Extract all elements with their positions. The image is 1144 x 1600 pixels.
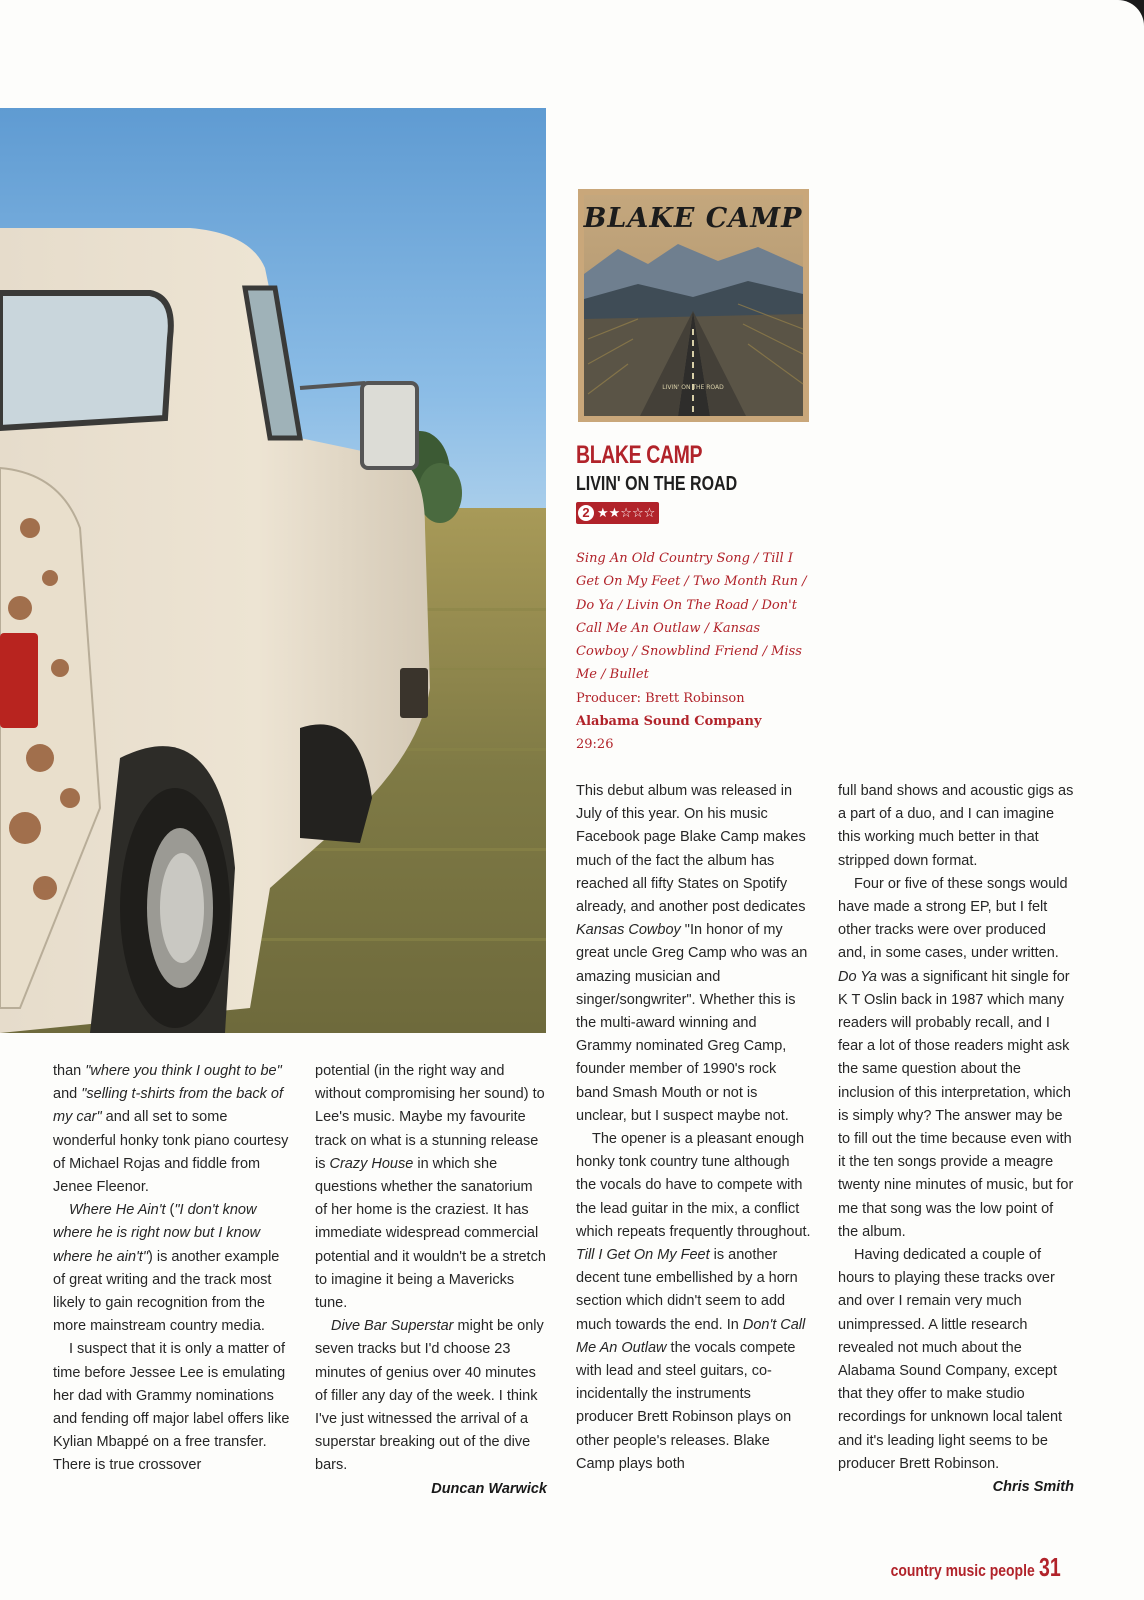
magazine-name: country music people <box>891 1561 1036 1580</box>
paragraph: than "where you think I ought to be" and "selling t-shirts from the back of my car" and all set to some wonderful honky tonk piano courtesy of Michael Rojas and fiddle from Jenee Fleenor. <box>53 1063 289 1196</box>
paragraph: The opener is a pleasant enough honky tonk country tune although the vocals do have to compete with the lead guitar in the mix, a conflict which repeats frequently throughout. Till I Get On My Feet is another decent tune embellished by a horn section which didn't seem to add much towards the end. In Don't Call Me An Outlaw the vocals compete with lead and steel guitars, co-incidentally the instruments producer Brett Robinson plays on other people's releases. Blake Camp plays both <box>576 1131 811 1472</box>
pickup-truck-photo <box>0 108 546 1033</box>
review-album-title: LIVIN' ON THE ROAD <box>576 473 738 495</box>
rating-badge <box>576 502 659 524</box>
album-cover <box>578 189 809 422</box>
article-column-1 <box>53 1060 291 1478</box>
byline-chris: Chris Smith <box>992 1479 1074 1496</box>
runtime: 29:26 <box>576 737 614 753</box>
paragraph: Having dedicated a couple of hours to playing these tracks over and over I remain very much unimpressed. A little research revealed not much about the Alabama Sound Company, except that they offer to make studio recordings for unknown local talent and it's leading light seems to be producer Brett Robinson. <box>838 1247 1063 1472</box>
paragraph: full band shows and acoustic gigs as a part of a duo, and I can imagine this working much better in that stripped down format. <box>838 783 1074 869</box>
paragraph: potential (in the right way and without compromising her sound) to Lee's music. Maybe my favourite track on what is a stunning release is Crazy House in which she questions whether the sanatorium of her home is the craziest. It has immediate widespread commercial potential and it wouldn't be a stretch to imagine it being a Mavericks tune. <box>315 1063 546 1312</box>
cover-title: BLAKE CAMP <box>583 203 803 234</box>
producer-credit: Producer: Brett Robinson <box>576 690 745 706</box>
paragraph: Where He Ain't ("I don't know where he is right now but I know where he ain't") is another example of great writing and the track most likely to gain recognition from the more mainstream country media. <box>53 1202 280 1335</box>
paragraph: Four or five of these songs would have made a strong EP, but I felt other tracks were over produced and, in some cases, under written. Do Ya was a significant hit single for K T Oslin back in 1987 which many readers will probably recall, and I fear a lot of those readers might ask the same question about the inclusion of this interpretation, which is simply why? The answer may be to fill out the time because even with it the ten songs provide a meagre twenty nine minutes of music, but for me that song was the low point of the album. <box>838 875 1074 1240</box>
article-column-3 <box>576 780 812 1476</box>
rating-number: 2 <box>578 505 594 521</box>
article-column-4 <box>838 780 1074 1499</box>
rating-stars: ★★☆☆☆ <box>597 505 656 521</box>
paragraph: I suspect that it is only a matter of time before Jessee Lee is emulating her dad with Grammy nominations and fending off major label offers like Kylian Mbappé on a free transfer. There is true crossover <box>53 1341 290 1474</box>
track-list: Sing An Old Country Song / Till I Get On My Feet / Two Month Run / Do Ya / Livin On The Road / Don't Call Me An Outlaw / Kansas Cowboy / Snowblind Friend / Miss Me / Bullet <box>576 551 807 683</box>
review-artist: BLAKE CAMP <box>576 441 703 469</box>
page-number: 31 <box>1039 1552 1061 1582</box>
album-details <box>576 547 816 757</box>
article-column-2 <box>315 1060 547 1501</box>
byline-duncan: Duncan Warwick <box>431 1480 547 1497</box>
cover-subtitle: LIVIN' ON THE ROAD <box>662 384 724 391</box>
page-footer <box>859 1552 1068 1583</box>
paragraph: This debut album was released in July of this year. On his music Facebook page Blake Camp makes much of the fact the album has reached all fifty States on Spotify already, and another post dedicates Kansas Cowboy "In honor of my great uncle Greg Camp who was an amazing musician and singer/songwriter". Whether this is the multi-award winning and Grammy nominated Greg Camp, founder member of 1990's rock band Smash Mouth or not is unclear, but I suspect maybe not. <box>576 783 808 1124</box>
paragraph: Dive Bar Superstar might be only seven tracks but I'd choose 23 minutes of genius over 40 minutes of filler any day of the week. I think I've just witnessed the arrival of a superstar breaking out of the dive bars. <box>315 1318 544 1474</box>
record-label: Alabama Sound Company <box>576 714 762 730</box>
